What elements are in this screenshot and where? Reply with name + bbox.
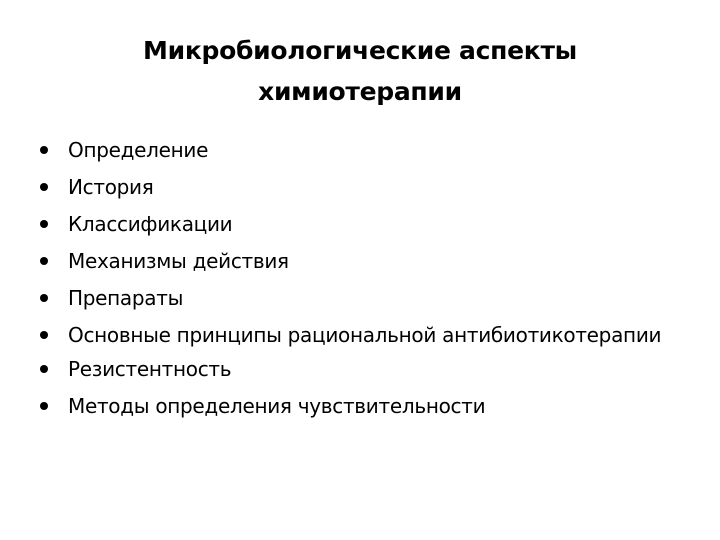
bullet-dot-icon [40, 146, 48, 154]
list-item-label: Механизмы действия [68, 249, 289, 273]
bullet-dot-icon [40, 294, 48, 302]
bullet-dot-icon [40, 365, 48, 373]
list-item-label: Классификации [68, 212, 233, 236]
list-item-principles [40, 321, 680, 349]
list-item-label: Препараты [68, 286, 184, 310]
list-item-label: Методы определения чувствительности [68, 394, 486, 418]
list-item-mechanisms [40, 247, 680, 275]
bullet-dot-icon [40, 402, 48, 410]
list-item-label: Основные принципы рациональной антибиотикотерапии [68, 323, 662, 347]
bullet-dot-icon [40, 257, 48, 265]
list-item-history [40, 173, 680, 201]
bullet-dot-icon [40, 331, 48, 339]
title-line-1: Микробиологические аспекты [143, 36, 577, 65]
bullet-dot-icon [40, 220, 48, 228]
list-item-classifications [40, 210, 680, 238]
list-item-definition [40, 136, 680, 164]
slide-title [40, 30, 680, 112]
list-item-drugs [40, 284, 680, 312]
bullet-list [40, 136, 680, 429]
bullet-dot-icon [40, 183, 48, 191]
title-line-2: химиотерапии [258, 77, 462, 106]
list-item-resistance [40, 355, 680, 383]
list-item-susceptibility-methods [40, 392, 680, 420]
list-item-label: Определение [68, 138, 209, 162]
list-item-label: Резистентность [68, 357, 232, 381]
list-item-label: История [68, 175, 154, 199]
